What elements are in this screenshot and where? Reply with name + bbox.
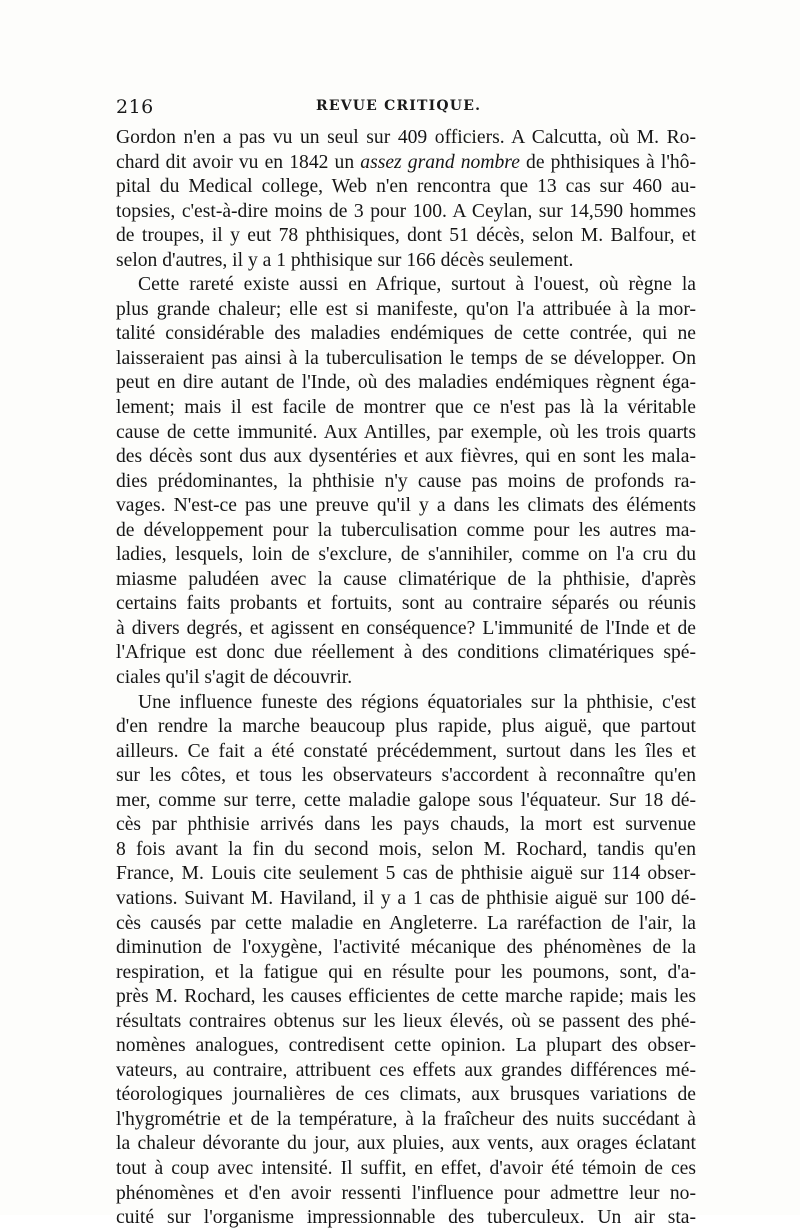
text-line: topsies, c'est-à-dire moins de 3 pour 100. A Ceylan, sur 14,590 hommes (116, 200, 696, 222)
text-line: Cette rareté existe aussi en Afrique, surtout à l'ouest, où règne la (138, 274, 696, 296)
text-line: sur les côtes, et tous les observateurs s'accordent à reconnaître qu'en (116, 765, 696, 787)
text-line: talité considérable des maladies endémiques de cette contrée, qui ne (116, 323, 696, 345)
text-line: cuité sur l'organisme impressionnable des tuberculeux. Un air sta- (116, 1207, 696, 1229)
text-line: de troupes, il y eut 78 phthisiques, dont 51 décès, selon M. Balfour, et (116, 225, 696, 247)
text-line: de développement pour la tuberculisation comme pour les autres ma- (116, 519, 696, 541)
text-line (116, 151, 696, 176)
text-line-segment: de phthisiques à l'hô- (519, 151, 696, 173)
text-line: résultats contraires obtenus sur les lieux élevés, où se passent des phé- (116, 1010, 696, 1032)
text-line: certains faits probants et fortuits, sont au contraire séparés ou réunis (116, 593, 696, 615)
text-line: selon d'autres, il y a 1 phthisique sur 166 décès seulement. (116, 249, 574, 271)
text-line: l'Afrique est donc due réellement à des conditions climatériques spé- (116, 642, 696, 664)
page-number: 216 (116, 96, 154, 118)
body-text (116, 126, 696, 1231)
text-line: vages. N'est-ce pas une preuve qu'il y a dans les climats des éléments (116, 495, 696, 517)
text-line: dies prédominantes, la phthisie n'y cause pas moins de profonds ra- (116, 470, 696, 492)
text-line: la chaleur dévorante du jour, aux pluies, aux vents, aux orages éclatant (116, 1133, 696, 1155)
text-line: diminution de l'oxygène, l'activité mécanique des phénomènes de la (116, 937, 696, 959)
page-header (116, 96, 696, 122)
text-line: cès par phthisie arrivés dans les pays chauds, la mort est survenue (116, 814, 696, 836)
text-line: d'en rendre la marche beaucoup plus rapide, plus aiguë, que partout (116, 716, 696, 738)
text-line: miasme paludéen avec la cause climatérique de la phthisie, d'après (116, 568, 696, 590)
text-line: téorologiques journalières de ces climats, aux brusques variations de (116, 1084, 696, 1106)
text-line: près M. Rochard, les causes efficientes de cette marche rapide; mais les (116, 986, 696, 1008)
text-line: mer, comme sur terre, cette maladie galope sous l'équateur. Sur 18 dé- (116, 789, 696, 811)
text-line: pital du Medical college, Web n'en rencontra que 13 cas sur 460 au- (116, 176, 696, 198)
text-line: Une influence funeste des régions équatoriales sur la phthisie, c'est (138, 691, 696, 713)
text-line: vations. Suivant M. Haviland, il y a 1 cas de phthisie aiguë sur 100 dé- (116, 887, 696, 909)
italic-phrase: assez grand nombre (360, 151, 520, 173)
text-line: cès causés par cette maladie en Angleterre. La raréfaction de l'air, la (116, 912, 696, 934)
running-head: REVUE CRITIQUE. (316, 98, 482, 114)
text-line: vateurs, au contraire, attribuent ces effets aux grandes différences mé- (116, 1059, 696, 1081)
text-line: France, M. Louis cite seulement 5 cas de phthisie aiguë sur 114 obser- (116, 863, 696, 885)
text-line-segment: chard dit avoir vu en 1842 un (116, 151, 361, 173)
text-line: 8 fois avant la fin du second mois, selon M. Rochard, tandis qu'en (116, 838, 696, 860)
text-line: l'hygrométrie et de la température, à la fraîcheur des nuits succédant à (116, 1108, 696, 1130)
text-line: des décès sont dus aux dysentéries et aux fièvres, qui en sont les mala- (116, 446, 696, 468)
text-line: tout à coup avec intensité. Il suffit, en effet, d'avoir été témoin de ces (116, 1157, 696, 1179)
text-line: lement; mais il est facile de montrer que ce n'est pas là la véritable (116, 397, 696, 419)
text-line: ailleurs. Ce fait a été constaté précédemment, surtout dans les îles et (116, 740, 696, 762)
text-line: à divers degrés, et agissent en conséquence? L'immunité de l'Inde et de (116, 617, 696, 639)
text-line: laisseraient pas ainsi à la tuberculisation le temps de se développer. On (116, 347, 696, 369)
text-line: respiration, et la fatigue qui en résulte pour les poumons, sont, d'a- (116, 961, 696, 983)
text-line: ladies, lesquels, loin de s'exclure, de s'annihiler, comme on l'a cru du (116, 544, 696, 566)
text-line: Gordon n'en a pas vu un seul sur 409 officiers. A Calcutta, où M. Ro- (116, 127, 696, 148)
text-line: nomènes analogues, contredisent cette opinion. La plupart des obser- (116, 1035, 696, 1057)
text-line: phénomènes et d'en avoir ressenti l'influence pour admettre leur no- (116, 1182, 696, 1204)
text-line: peut en dire autant de l'Inde, où des maladies endémiques règnent éga- (116, 372, 696, 394)
text-line: cause de cette immunité. Aux Antilles, par exemple, où les trois quarts (116, 421, 696, 443)
text-line: ciales qu'il s'agit de découvrir. (116, 667, 353, 689)
text-line: plus grande chaleur; elle est si manifeste, qu'on l'a attribuée à la mor- (116, 298, 696, 320)
